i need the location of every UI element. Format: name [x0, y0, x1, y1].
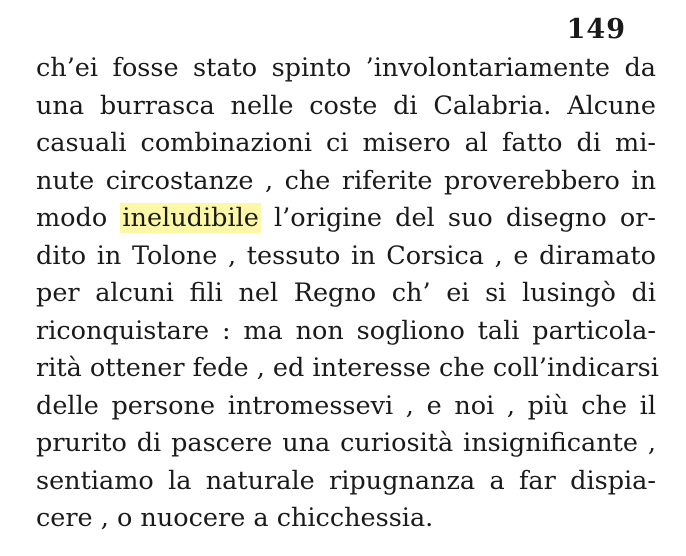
text-body	[36, 50, 659, 538]
text-line: sentiamo la naturale ripugnanza a far dispia-	[36, 465, 656, 496]
text-segment: modo	[36, 203, 121, 233]
text-line: ch’ei fosse stato spinto ’involontariamente da	[36, 53, 656, 83]
text-line: per alcuni fili nel Regno ch’ ei si lusingò di	[36, 278, 656, 308]
text-segment: l’origine del suo disegno or-	[260, 203, 656, 233]
text-line: cere , o nuocere a chicchessia.	[36, 503, 434, 533]
text-line: casuali combinazioni ci misero al fatto di mi-	[36, 128, 656, 158]
text-line: prurito di pascere una curiosità insignificante ,	[36, 428, 656, 458]
text-line: delle persone intromessevi , e noi , più che il	[36, 390, 656, 421]
highlighted-word[interactable]: ineludibile	[122, 203, 259, 233]
text-line-highlighted	[36, 200, 656, 238]
text-line: dito in Tolone , tessuto in Corsica , e diramato	[36, 240, 656, 271]
text-line: rità ottener fede , ed interesse che coll’indicarsi	[36, 353, 659, 383]
page-number: 149	[566, 14, 626, 45]
text-line: nute circostanze , che riferite proverebbero in	[36, 165, 656, 196]
text-line: una burrasca nelle coste di Calabria. Alcune	[36, 90, 656, 121]
text-line: riconquistare : ma non sogliono tali particola-	[36, 315, 656, 346]
